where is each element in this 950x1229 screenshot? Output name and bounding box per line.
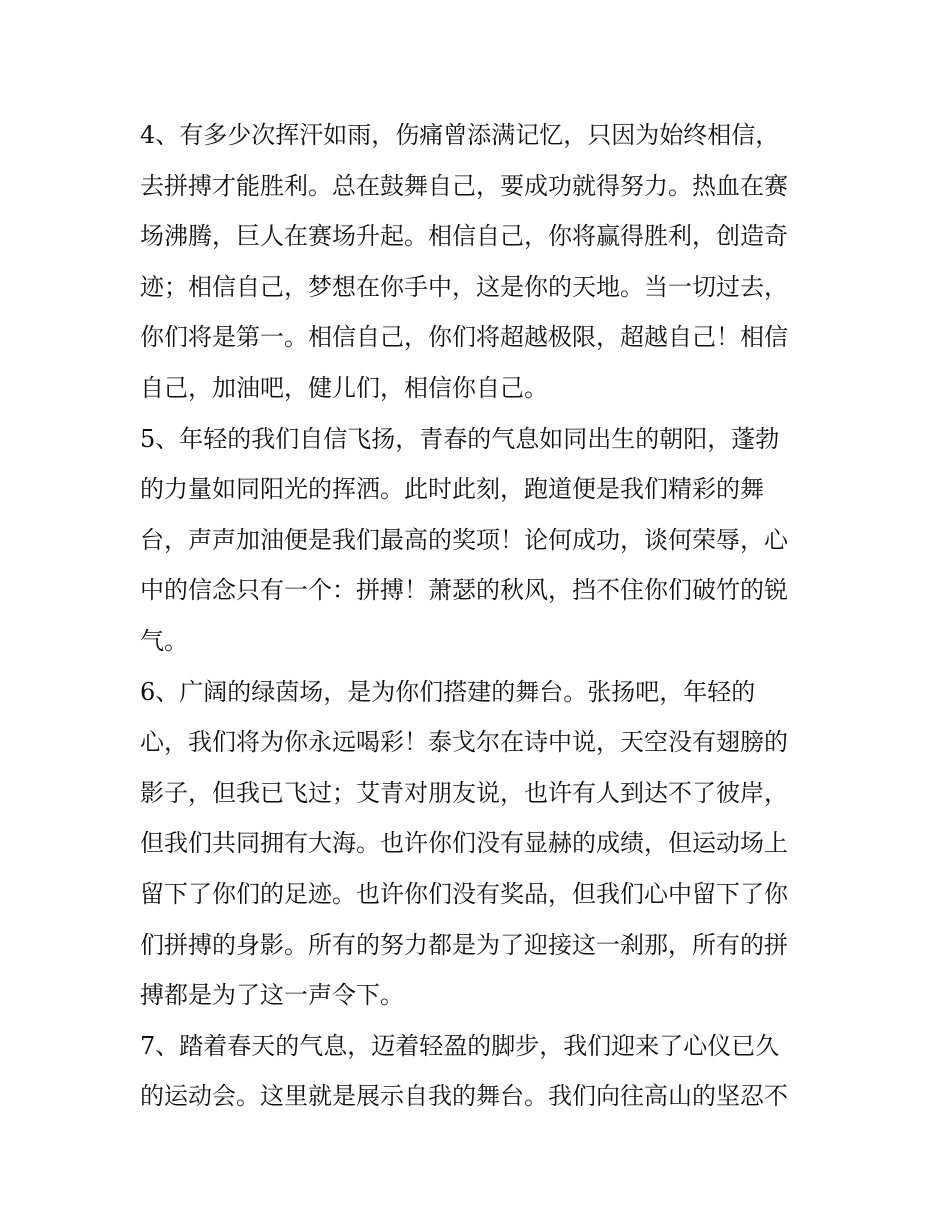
text-line: 搏都是为了这一声令下。 — [140, 981, 404, 1010]
text-line: 但我们共同拥有大海。也许你们没有显赫的成绩，但运动场上 — [140, 829, 788, 858]
text-line: 的力量如同阳光的挥洒。此时此刻，跑道便是我们精彩的舞 — [140, 475, 764, 504]
text-line: 气。 — [140, 626, 188, 655]
text-line: 4、有多少次挥汗如雨，伤痛曾添满记忆，只因为始终相信， — [140, 121, 780, 149]
text-line: 迹；相信自己，梦想在你手中，这是你的天地。当一切过去， — [140, 272, 788, 301]
text-line: 6、广阔的绿茵场，是为你们搭建的舞台。张扬吧，年轻的 — [140, 677, 756, 706]
text-line: 去拼搏才能胜利。总在鼓舞自己，要成功就得努力。热血在赛 — [140, 171, 788, 200]
text-line: 中的信念只有一个：拼搏！萧瑟的秋风，挡不住你们破竹的锐 — [140, 576, 788, 605]
text-line: 们拼搏的身影。所有的努力都是为了迎接这一刹那，所有的拼 — [140, 930, 788, 959]
text-line: 自己，加油吧，健儿们，相信你自己。 — [140, 373, 548, 402]
text-line: 你们将是第一。相信自己，你们将超越极限，超越自己！相信 — [140, 323, 788, 352]
document-body — [140, 110, 812, 1122]
text-line: 7、踏着春天的气息，迈着轻盈的脚步，我们迎来了心仪已久 — [140, 1031, 780, 1060]
text-line: 留下了你们的足迹。也许你们没有奖品，但我们心中留下了你 — [140, 879, 788, 908]
text-line: 5、年轻的我们自信飞扬，青春的气息如同出生的朝阳，蓬勃 — [140, 424, 780, 453]
text-line: 的运动会。这里就是展示自我的舞台。我们向往高山的坚忍不 — [140, 1082, 788, 1111]
text-line: 影子，但我已飞过；艾青对朋友说，也许有人到达不了彼岸， — [140, 778, 788, 807]
text-line: 心，我们将为你永远喝彩！泰戈尔在诗中说，天空没有翅膀的 — [140, 728, 788, 757]
text-line: 台，声声加油便是我们最高的奖项！论何成功，谈何荣辱，心 — [140, 525, 788, 554]
text-line: 场沸腾，巨人在赛场升起。相信自己，你将赢得胜利，创造奇 — [140, 222, 788, 251]
